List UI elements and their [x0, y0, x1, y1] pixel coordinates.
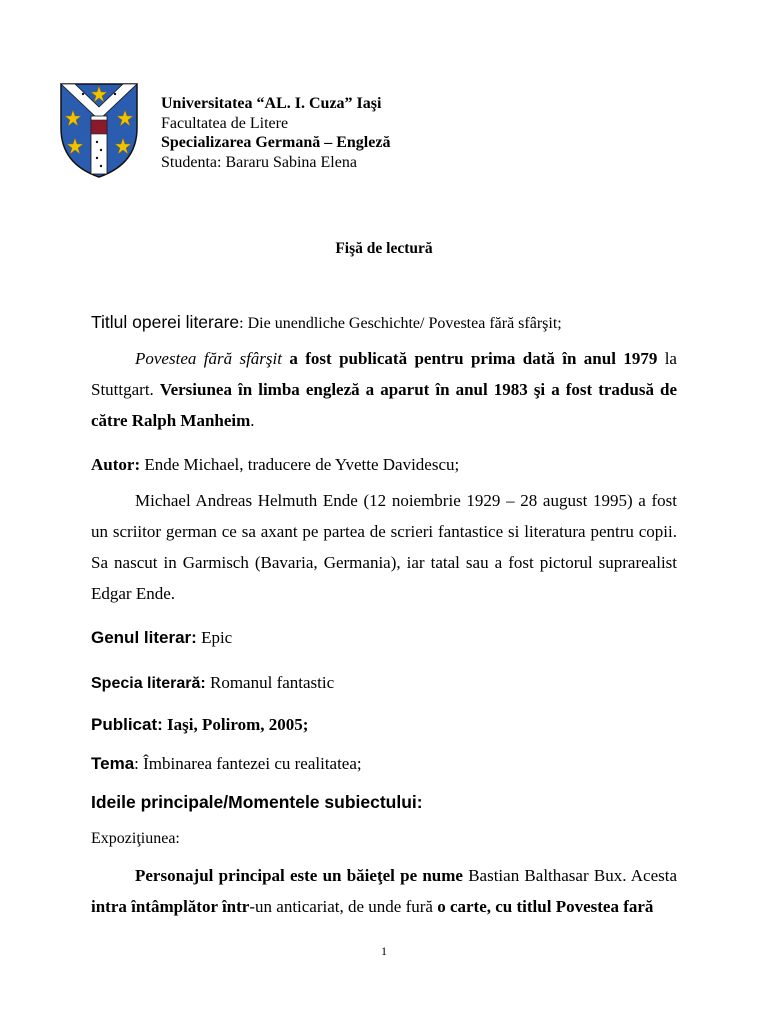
- personaj-text-2: -un anticariat, de unde fură: [249, 897, 438, 916]
- publicatie-text-2: la Stuttgart.: [91, 349, 677, 399]
- specia-label: Specia literară:: [91, 675, 206, 692]
- personaj-text-1: Bastian Balthasar Bux. Acesta: [462, 866, 677, 885]
- titlu-line: [91, 312, 677, 333]
- specia-value: Romanul fantastic: [205, 673, 335, 692]
- university-crest-logo: [57, 80, 141, 180]
- titlu-label: Titlul operei literare: [91, 312, 240, 332]
- personaj-paragraph: [91, 860, 677, 922]
- university-name: Universitatea “AL. I. Cuza” Iaşi: [161, 95, 382, 112]
- bio-paragraph: [91, 485, 677, 609]
- publicatie-text-4: .: [250, 411, 255, 430]
- genul-line: [91, 628, 677, 648]
- publicatie-text-1: a fost publicată pentru prima dată în anul 1979: [281, 349, 658, 368]
- specialization: Specializarea Germană – Engleză: [161, 134, 391, 151]
- expozitiunea-heading: [91, 828, 677, 848]
- tema-line: [91, 754, 677, 774]
- publicatie-text-3: Versiunea în limba engleză a aparut în anul 1983 şi a fost tradusă de către Ralph Manheim: [91, 380, 677, 430]
- publicat-value: Iaşi, Polirom, 2005;: [162, 715, 309, 734]
- tema-label: Tema: [91, 754, 135, 773]
- page-number: 1: [381, 944, 387, 958]
- personaj-bold-2: intra întâmplător într: [91, 897, 250, 916]
- publicat-line: [91, 715, 677, 735]
- personaj-bold-1: Personajul principal este un băieţel pe nume: [135, 866, 463, 885]
- genul-label: Genul literar:: [91, 628, 197, 647]
- bio-text: Michael Andreas Helmuth Ende (12 noiembrie 1929 – 28 august 1995) a fost un scriitor german ce sa axant pe partea de scrieri fantastice si literatura pentru copii. Sa nascut in Garmisch (Bavaria, Germania), iar tatal sau a fost pictorul suprarealist Edgar Ende.: [91, 491, 677, 603]
- document-title: Fişă de lectură: [335, 240, 433, 257]
- autor-value: Ende Michael, traducere de Yvette Davidescu;: [140, 455, 460, 474]
- student-name: Studenta: Bararu Sabina Elena: [161, 153, 357, 171]
- institution-header: [161, 94, 390, 172]
- tema-value: : Îmbinarea fantezei cu realitatea;: [134, 754, 362, 773]
- ideile-heading: [91, 792, 677, 813]
- autor-line: [91, 455, 677, 475]
- publicatie-italic-title: Povestea fără sfârşit: [135, 349, 282, 368]
- publicatie-paragraph: [91, 343, 677, 436]
- specia-line: [91, 673, 677, 693]
- publicat-label: Publicat:: [91, 715, 163, 734]
- faculty-name: Facultatea de Litere: [161, 114, 289, 132]
- titlu-value: : Die unendliche Geschichte/ Povestea fără sfârşit;: [239, 315, 562, 332]
- autor-label: Autor:: [91, 455, 141, 474]
- ideile-label: Ideile principale/Momentele subiectului:: [91, 792, 423, 812]
- personaj-bold-3: o carte, cu titlul Povestea fară: [437, 897, 654, 916]
- genul-value: Epic: [196, 628, 233, 647]
- expozitiunea-label: Expoziţiunea:: [91, 830, 180, 847]
